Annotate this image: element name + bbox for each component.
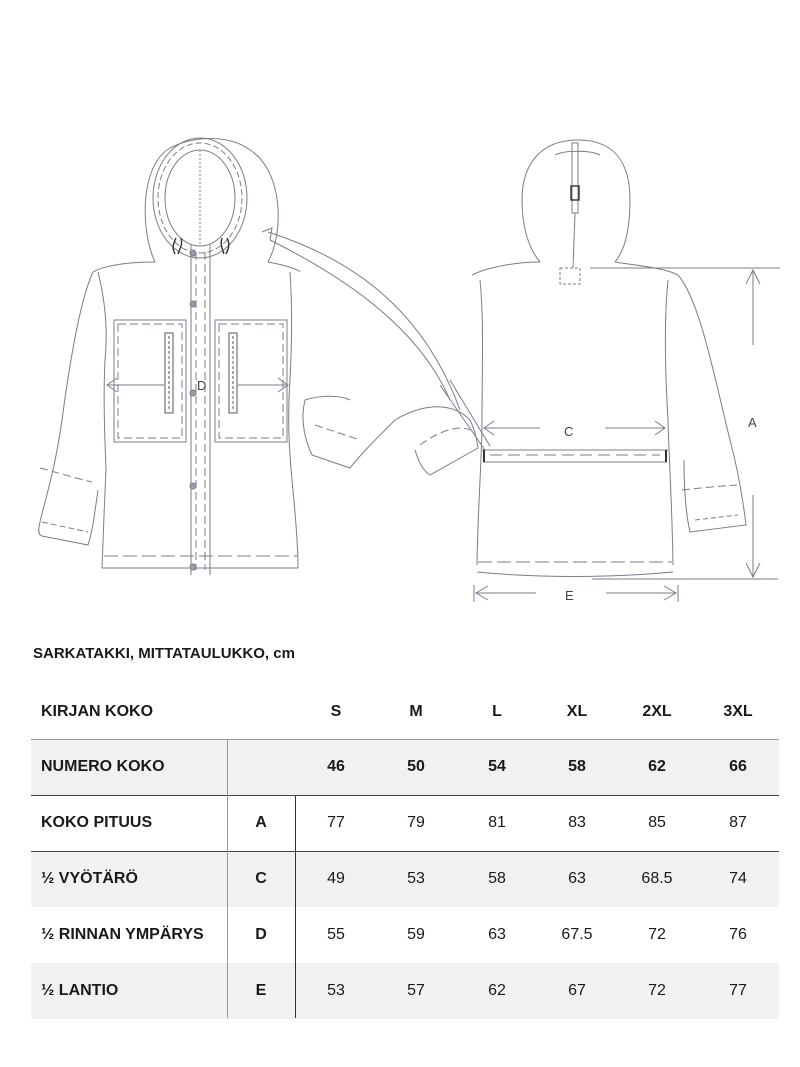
cell-value: 77 xyxy=(729,982,747,999)
cell-value: 81 xyxy=(488,814,506,831)
cell-value: 66 xyxy=(729,758,747,775)
cell-value: 62 xyxy=(488,982,506,999)
row-label: KOKO PITUUS xyxy=(41,814,153,831)
row-code: C xyxy=(255,870,267,887)
table-column-divider xyxy=(227,739,228,1018)
cell-value: 58 xyxy=(568,758,586,775)
cell-value: 72 xyxy=(648,982,666,999)
table-header-row xyxy=(31,684,779,739)
dimension-label-e: E xyxy=(565,588,574,603)
table-row xyxy=(31,907,779,963)
cell-value: 53 xyxy=(327,982,345,999)
table-row xyxy=(31,851,779,907)
row-code: A xyxy=(255,814,267,831)
size-header: S xyxy=(330,702,342,720)
cell-value: 83 xyxy=(568,814,586,831)
cell-value: 58 xyxy=(488,870,506,887)
cell-value: 67 xyxy=(568,982,586,999)
cell-value: 53 xyxy=(407,870,425,887)
size-header: 2XL xyxy=(642,702,672,720)
sleeve-crossover xyxy=(262,228,490,475)
table-row xyxy=(31,963,779,1019)
cell-value: 63 xyxy=(488,926,506,943)
front-view xyxy=(39,138,300,575)
cell-value: 76 xyxy=(729,926,747,943)
row-label: ½ LANTIO xyxy=(41,982,119,999)
dimension-label-c: C xyxy=(564,424,574,439)
cell-value: 55 xyxy=(327,926,345,943)
cell-value: 62 xyxy=(648,758,666,775)
size-header: L xyxy=(492,702,502,720)
cell-value: 57 xyxy=(407,982,425,999)
table-column-divider xyxy=(295,796,296,1018)
table-divider xyxy=(31,739,779,740)
size-header: M xyxy=(409,702,423,720)
cell-value: 85 xyxy=(648,814,666,831)
cell-value: 68.5 xyxy=(641,870,673,887)
cell-value: 63 xyxy=(568,870,586,887)
size-header: XL xyxy=(566,702,588,720)
cell-value: 46 xyxy=(327,758,345,775)
table-divider xyxy=(31,795,779,796)
back-view xyxy=(472,140,780,603)
row-label: NUMERO KOKO xyxy=(41,758,165,775)
cell-value: 87 xyxy=(729,814,747,831)
cell-value: 50 xyxy=(407,758,425,775)
cell-value: 67.5 xyxy=(561,926,593,943)
cell-value: 77 xyxy=(327,814,345,831)
cell-value: 72 xyxy=(648,926,666,943)
table-row-number-size xyxy=(31,739,779,795)
size-header: 3XL xyxy=(723,702,753,720)
header-label: KIRJAN KOKO xyxy=(41,702,154,720)
cell-value: 79 xyxy=(407,814,425,831)
table-row xyxy=(31,795,779,851)
cell-value: 49 xyxy=(327,870,345,887)
row-label: ½ VYÖTÄRÖ xyxy=(41,870,138,887)
table-divider xyxy=(31,851,779,852)
chart-title: SARKATAKKI, MITTATAULUKKO, cm xyxy=(33,645,295,662)
row-code: E xyxy=(255,982,267,999)
row-code: D xyxy=(255,926,267,943)
cell-value: 59 xyxy=(407,926,425,943)
row-label: ½ RINNAN YMPÄRYS xyxy=(41,926,204,943)
cell-value: 54 xyxy=(488,758,506,775)
dimension-label-d: D xyxy=(197,378,207,393)
dimension-label-a: A xyxy=(748,415,757,430)
cell-value: 74 xyxy=(729,870,747,887)
